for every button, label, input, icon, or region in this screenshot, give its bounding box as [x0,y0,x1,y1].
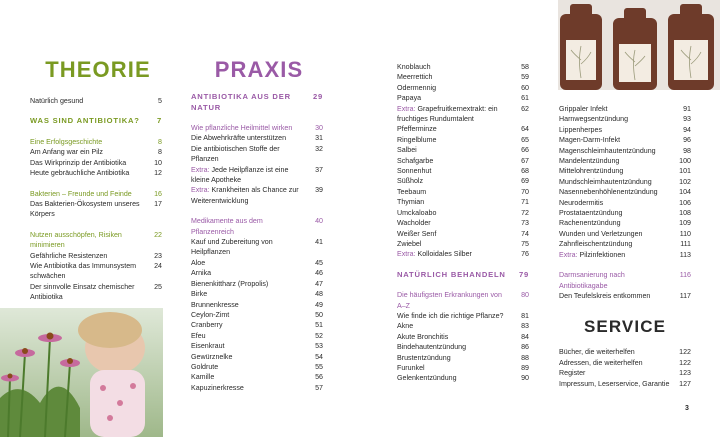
toc-entry [397,135,529,145]
toc-entry-page: 60 [521,83,529,92]
bottles-illustration [558,0,720,90]
toc-entry-page: 65 [521,135,529,144]
toc-entry-title: Impressum, Leserservice, Garantie [559,379,670,388]
toc-entry-title: Akne [397,322,414,331]
toc-entry-page: 50 [315,310,323,319]
toc-entry-page: 66 [521,146,529,155]
toc-entry [30,96,162,106]
toc-entry-page: 64 [521,125,529,134]
toc-entry-title: Die Abwehrkräfte unterstützen [191,134,287,143]
toc-entry [30,251,162,261]
toc-entry-title [191,185,309,206]
toc-entry [191,320,323,330]
toc-entry-title: Brunnenkresse [191,300,239,309]
toc-entry [30,137,162,147]
toc-entry-page: 16 [154,189,162,198]
toc-entry-title: Magenschleimhautentzündung [559,146,656,155]
toc-entry-page: 30 [315,124,323,132]
child-flowers-photo [0,308,163,437]
toc-entry-title: Die häufigsten Erkrankungen von A–Z [397,291,502,310]
toc-entry-page: 48 [315,290,323,299]
toc-entry [191,352,323,362]
toc-entry-title: Bindehautentzündung [397,343,467,352]
toc-entry [559,358,691,368]
extra-title: Krankheiten als Chance zur Weiterentwicklung [191,186,299,205]
toc-entry [559,229,691,239]
toc-entry [397,290,529,311]
toc-entry [397,62,529,72]
toc-entry-page: 46 [315,269,323,278]
toc-entry-title: Grippaler Infekt [559,105,608,113]
toc-entry-page: 8 [158,137,162,146]
toc-entry [559,291,691,301]
toc-entry-page: 98 [683,146,691,155]
toc-entry-title: Papaya [397,94,422,103]
extra-label: Extra: [191,186,210,195]
toc-entry-title: Arnika [191,269,212,278]
toc-entry-page: 111 [680,240,691,249]
toc-entry-page: 71 [521,198,529,207]
toc-entry-page: 47 [315,279,323,288]
toc-entry-page: 89 [521,364,529,373]
toc-entry-page: 96 [683,136,691,145]
toc-entry-title: Nutzen ausschöpfen, Risiken minimieren [30,230,122,250]
toc-entry-title: Wacholder [397,219,431,228]
photo-illustration [0,308,163,437]
toc-entry-title: Weißer Senf [397,229,437,238]
toc-entry [30,230,162,251]
toc-entry-title: NATÜRLICH BEHANDELN [397,269,506,279]
toc-entry-title: Kapuzinerkresse [191,383,244,392]
toc-entry-page: 49 [315,300,323,309]
toc-entry-page: 101 [679,167,691,176]
toc-entry-title: Harnwegsentzündung [559,115,629,124]
toc-entry [559,166,691,176]
toc-entry [191,123,323,133]
toc-entry-page: 122 [679,358,691,367]
toc-entry-page: 94 [683,125,691,134]
toc-entry-page: 12 [154,169,162,178]
toc-entry-title: Kauf und Zubereitung von Heilpflanzen [191,238,273,257]
toc-entry [559,270,691,291]
extra-label: Extra: [397,250,416,259]
extra-title: Jede Heilpflanze ist eine kleine Apotheke [191,165,289,185]
toc-entry-title: Cranberry [191,321,223,330]
toc-entry-title: Neurodermitis [559,198,604,207]
toc-entry-page: 17 [154,199,162,208]
toc-entry [191,144,323,165]
toc-entry-page: 84 [521,332,529,341]
extra-label: Extra: [559,250,578,259]
col-praxis [191,58,323,393]
toc-entry [397,93,529,103]
toc-entry-title: Register [559,369,586,378]
toc-entry-page: 69 [521,177,529,186]
toc-entry-page: 55 [315,362,323,371]
toc-entry-page: 116 [679,271,691,280]
toc-entry-title: Efeu [191,331,206,340]
toc-entry-page: 122 [679,348,691,357]
toc-entry-page: 117 [679,291,691,300]
toc-entry-page: 110 [679,229,691,238]
toc-entry [30,116,162,127]
toc-entry-title: Knoblauch [397,63,431,71]
toc-entry-title: WAS SIND ANTIBIOTIKA? [30,116,140,126]
toc-entry-title: Natürlich gesund [30,97,84,105]
toc-entry [397,218,529,228]
toc-entry-page: 90 [521,374,529,383]
toc-entry [559,347,691,357]
toc-entry [397,166,529,176]
toc-entry [397,363,529,373]
toc-entry [191,383,323,393]
toc-entry-page: 58 [521,63,529,71]
toc-entry-page: 5 [158,97,162,105]
toc-entry-page: 23 [154,251,162,260]
toc-entry-page: 41 [315,238,323,247]
toc-entry-page: 67 [521,156,529,165]
toc-entry-title: Der sinnvolle Einsatz chemischer Antibiotika [30,282,135,302]
toc-entry-title: Wie Antibiotika das Immunsystem schwächen [30,261,137,281]
toc-entry [559,177,691,187]
toc-entry-title [191,165,309,186]
toc-entry-page: 127 [679,379,691,388]
toc-entry [191,300,323,310]
toc-entry [191,237,323,258]
toc-entry-page: 73 [521,219,529,228]
toc-entry-title: Rachenentzündung [559,219,621,228]
toc-entry-page: 100 [679,157,691,166]
toc-entry-page: 24 [154,261,162,270]
page-number: 3 [685,405,689,412]
toc-entry-title: Magen-Darm-Infekt [559,136,621,145]
toc-entry-page: 52 [315,331,323,340]
toc-entry-title: Akute Bronchitis [397,332,449,341]
toc-entry-page: 45 [315,258,323,267]
toc-entry-page: 37 [315,165,323,174]
toc-entry [397,342,529,352]
toc-entry-title: Am Anfang war ein Pilz [30,148,103,157]
toc-entry [191,216,323,237]
toc-entry-title: Odermennig [397,83,437,92]
toc-entry [559,125,691,135]
extra-label: Extra: [397,104,416,113]
col-erkrankungen [559,104,691,389]
toc-entry-page: 91 [683,105,691,113]
extra-title: Pilzinfektionen [577,250,626,259]
toc-entry [191,341,323,351]
toc-entry [559,250,691,260]
toc-entry-title: Mandelentzündung [559,157,620,166]
toc-entry-page: 113 [679,250,691,259]
toc-entry [30,199,162,220]
toc-entry-title: Darmsanierung nach Antibiotikagabe [559,271,625,290]
toc-entry-title: Gelenkentzündung [397,374,457,383]
toc-entry-page: 74 [521,229,529,238]
extra-title: Kolloidales Silber [415,250,472,259]
toc-entry [559,104,691,114]
toc-entry [397,176,529,186]
toc-entry [397,270,529,281]
toc-entry-title: Sonnenhut [397,167,432,176]
toc-entry-title: Schafgarbe [397,156,434,165]
toc-entry-title: Salbei [397,146,417,155]
toc-entry-title: Das Bakterien-Ökosystem unseres Körpers [30,199,140,219]
toc-entry [397,373,529,383]
toc-entry [191,362,323,372]
toc-entry [30,168,162,178]
toc-entry-title: Bienenkittharz (Propolis) [191,279,269,288]
toc-entry-page: 106 [679,198,691,207]
toc-entry [559,146,691,156]
toc-entry-page: 32 [315,144,323,153]
toc-entry-page: 40 [315,217,323,226]
toc-entry [30,261,162,282]
toc-entry-page: 31 [315,134,323,143]
toc-entry-page: 80 [521,291,529,300]
toc-entry [397,321,529,331]
toc-entry-title: Mittelohrentzündung [559,167,624,176]
toc-entry [191,372,323,382]
toc-entry-title: ANTIBIOTIKA AUS DER NATUR [191,92,291,112]
toc-entry [397,124,529,134]
toc-entry-title [397,104,515,125]
toc-entry [559,208,691,218]
toc-entry-title [397,249,515,259]
toc-entry [397,104,529,125]
toc-entry-page: 8 [158,148,162,157]
toc-entry-title: Prostataentzündung [559,209,623,218]
toc-entry [559,156,691,166]
toc-entry [397,332,529,342]
heading-service: SERVICE [583,317,667,337]
toc-entry-title: Bücher, die weiterhelfen [559,348,635,357]
toc-entry-title: Gewürznelke [191,352,233,361]
toc-entry-title: Birke [191,290,208,299]
toc-entry-title: Den Teufelskreis entkommen [559,291,651,300]
toc-entry-page: 76 [521,250,529,259]
toc-entry-page: 29 [312,92,323,101]
toc-entry-page: 61 [521,94,529,103]
toc-entry-title: Furunkel [397,364,425,373]
toc-entry-title: Das Wirkprinzip der Antibiotika [30,158,127,167]
toc-entry-title: Süßholz [397,177,424,186]
toc-entry-title: Eine Erfolgsgeschichte [30,137,103,146]
toc-entry [397,311,529,321]
toc-entry [397,353,529,363]
toc-entry [397,229,529,239]
toc-list-praxis [191,92,323,393]
toc-entry-page: 93 [683,115,691,124]
toc-entry [559,135,691,145]
toc-entry-page: 68 [521,167,529,176]
col-theorie [30,58,162,303]
toc-entry-page: 108 [679,209,691,218]
toc-entry-page: 22 [154,230,162,239]
toc-entry-page: 62 [521,104,529,113]
toc-entry-title: Aloe [191,258,206,267]
toc-entry-title: Wie finde ich die richtige Pflanze? [397,312,504,321]
extra-title: Grapefruitkernextrakt: ein fruchtiges Rundumtalent [397,104,498,124]
toc-entry [191,165,323,186]
toc-entry [397,72,529,82]
toc-entry-page: 39 [315,186,323,195]
toc-entry [397,156,529,166]
toc-entry [559,114,691,124]
toc-entry-title: Mundschleimhautentzündung [559,177,652,186]
toc-entry [30,189,162,199]
toc-entry-title: Meerrettich [397,73,433,82]
toc-entry-title: Nasennebenhöhlenentzündung [559,188,658,197]
toc-entry [397,249,529,259]
toc-entry-page: 10 [154,158,162,167]
toc-entry-title: Goldrute [191,362,219,371]
toc-entry [191,289,323,299]
toc-entry-title: Pfefferminze [397,125,437,134]
toc-entry-title: Zwiebel [397,239,422,248]
toc-entry [191,258,323,268]
toc-entry-title: Wunden und Verletzungen [559,229,643,238]
toc-entry-page: 59 [521,73,529,82]
toc-entry-page: 83 [521,322,529,331]
toc-entry [397,197,529,207]
toc-entry [191,310,323,320]
toc-list-theorie [30,96,162,303]
toc-entry-page: 75 [521,239,529,248]
apothecary-bottles-photo [558,0,720,90]
toc-entry-page: 72 [521,208,529,217]
toc-entry-title: Thymian [397,198,425,207]
toc-list-erkrankungen [559,104,691,301]
toc-entry [559,379,691,389]
col-pflanzen [397,62,529,384]
heading-theorie: THEORIE [45,57,151,82]
toc-entry-title: Adressen, die weiterhelfen [559,358,643,367]
extra-label: Extra: [191,165,210,174]
heading-praxis: PRAXIS [214,57,304,82]
toc-entry-title: Wie pflanzliche Heilmittel wirken [191,124,293,132]
toc-entry [559,239,691,249]
toc-entry [191,133,323,143]
toc-entry-title [559,250,677,260]
toc-entry-page: 81 [521,312,529,321]
toc-entry [397,239,529,249]
toc-entry [397,187,529,197]
toc-entry-page: 104 [679,188,691,197]
toc-entry [191,268,323,278]
toc-entry-title: Brustentzündung [397,353,451,362]
toc-entry-title: Ceylon-Zimt [191,310,230,319]
toc-entry-page: 86 [521,343,529,352]
toc-entry [191,331,323,341]
toc-entry [559,218,691,228]
toc-entry [191,185,323,206]
toc-entry [397,208,529,218]
toc-entry-page: 54 [315,352,323,361]
toc-entry-title: Teebaum [397,187,427,196]
toc-entry-page: 51 [315,321,323,330]
toc-entry-page: 79 [518,269,529,279]
toc-entry-title: Gefährliche Resistenzen [30,251,108,260]
toc-entry-title: Die antibiotischen Stoffe der Pflanzen [191,144,280,164]
toc-entry [397,145,529,155]
toc-entry [559,368,691,378]
toc-entry [191,279,323,289]
toc-entry-title: Lippenherpes [559,125,602,134]
toc-entry [559,187,691,197]
toc-entry-page: 57 [315,383,323,392]
toc-entry [30,158,162,168]
toc-entry-title: Zahnfleischentzündung [559,240,633,249]
toc-entry-page: 70 [521,187,529,196]
toc-list-service [559,347,691,389]
toc-entry-page: 53 [315,342,323,351]
toc-entry-title: Bakterien – Freunde und Feinde [30,189,132,198]
toc-entry-title: Umckaloabo [397,208,437,217]
toc-entry [191,92,323,113]
toc-entry-page: 109 [679,219,691,228]
toc-entry-title: Ringelblume [397,135,437,144]
toc-entry-page: 25 [154,282,162,291]
toc-entry-page: 102 [679,177,691,186]
toc-entry-title: Eisenkraut [191,342,225,351]
toc-entry [30,147,162,157]
toc-entry-page: 7 [156,116,162,126]
toc-entry-page: 123 [679,369,691,378]
toc-entry-title: Kamille [191,373,215,382]
toc-entry-title: Heute gebräuchliche Antibiotika [30,169,130,178]
toc-entry [559,198,691,208]
toc-entry-page: 56 [315,373,323,382]
toc-entry-title: Medikamente aus dem Pflanzenreich [191,217,263,236]
toc-entry-page: 88 [521,353,529,362]
toc-entry [30,282,162,303]
toc-list-pflanzen [397,62,529,384]
toc-entry [397,83,529,93]
